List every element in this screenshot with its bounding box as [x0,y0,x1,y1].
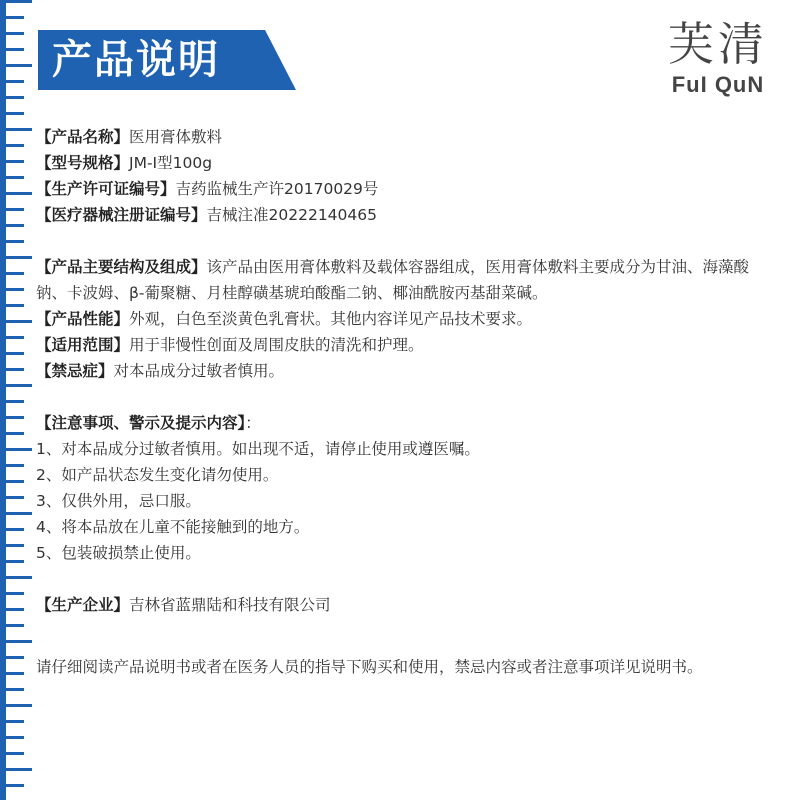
page-title: 产品说明 [52,37,220,83]
precautions-heading: 【注意事项、警示及提示内容】： [36,414,261,432]
footer-note: 请仔细阅读产品说明书或者在医务人员的指导下购买和使用，禁忌内容或者注意事项详见说明书。 [36,658,703,676]
detail-composition: 【产品主要结构及组成】该产品由医用膏体敷料及载体容器组成，医用膏体敷料主要成分为甘油、海藻酸钠、卡波姆、β-葡聚糖、月桂醇磺基琥珀酸酯二钠、椰油酰胺丙基甜菜碱。 [36,258,750,302]
left-ruler-major-ticks [0,0,32,800]
info-row-production-license: 【生产许可证编号】吉药监械生产许20170029号 [36,180,379,198]
detail-performance: 【产品性能】外观，白色至淡黄色乳膏状。其他内容详见产品技术要求。 [36,310,533,328]
product-info [36,124,776,680]
detail-contraindications: 【禁忌症】对本品成分过敏者慎用。 [36,362,285,380]
precaution-item: 2、如产品状态发生变化请勿使用。 [36,466,279,484]
brand-name-en: FuI QuN [671,72,765,97]
brand-name-cn: 芙清 [668,17,768,71]
manufacturer: 【生产企业】吉林省蓝鼎陆和科技有限公司 [36,596,331,614]
detail-scope: 【适用范围】用于非慢性创面及周围皮肤的清洗和护理。 [36,336,424,354]
precaution-item: 5、包装破损禁止使用。 [36,544,201,562]
brand-logo [668,16,768,98]
precaution-item: 1、对本品成分过敏者慎用。如出现不适，请停止使用或遵医嘱。 [36,440,480,458]
precaution-item: 4、将本品放在儿童不能接触到的地方。 [36,518,310,536]
info-row-model: 【型号规格】JM-Ⅰ型100g [36,154,213,172]
precaution-item: 3、仅供外用，忌口服。 [36,492,201,510]
info-row-registration-number: 【医疗器械注册证编号】吉械注准20222140465 [36,206,377,224]
info-row-product-name: 【产品名称】医用膏体敷料 [36,128,223,146]
